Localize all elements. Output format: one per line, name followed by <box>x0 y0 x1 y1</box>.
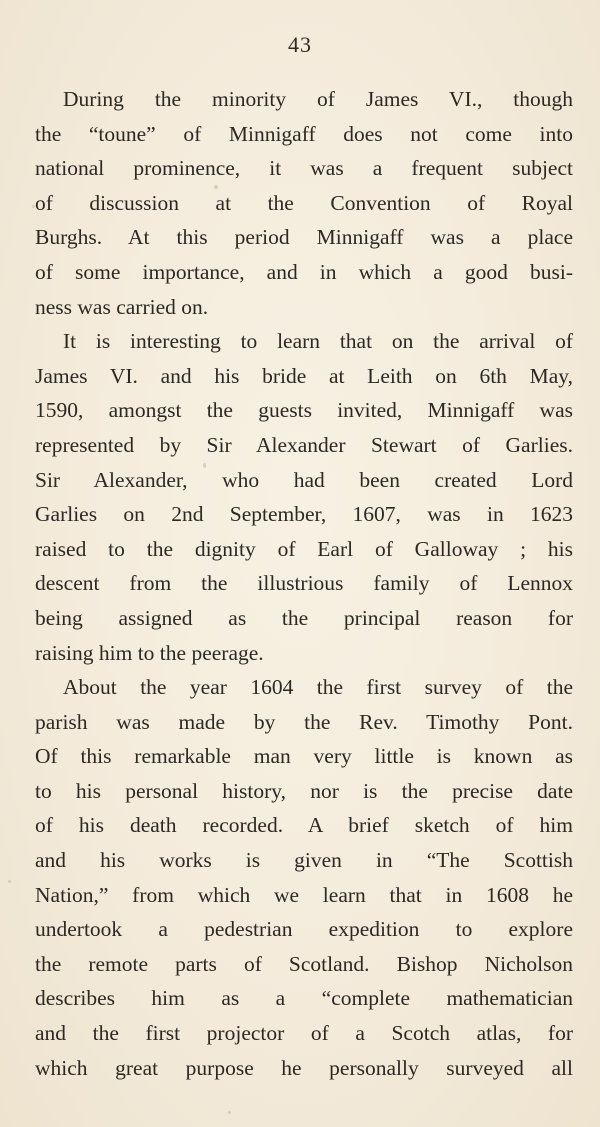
text-line: descent from the illustrious family of Lennox <box>35 571 573 596</box>
text-line: national prominence, it was a frequent subject <box>35 156 573 181</box>
text-line: It is interesting to learn that on the arrival of <box>63 329 573 354</box>
paper-speck <box>214 185 218 189</box>
text-line: Of this remarkable man very little is known as <box>35 744 573 769</box>
text-line: of his death recorded. A brief sketch of him <box>35 813 573 838</box>
text-line: raised to the dignity of Earl of Galloway ; his <box>35 536 573 561</box>
paper-speck <box>8 880 11 883</box>
text-line: which great purpose he personally surveyed all <box>35 1055 573 1080</box>
text-line: describes him as a “complete mathematician <box>35 986 573 1011</box>
text-line: of some importance, and in which a good busi- <box>35 259 573 284</box>
text-line: James VI. and his bride at Leith on 6th May, <box>35 363 573 388</box>
text-line: the remote parts of Scotland. Bishop Nicholson <box>35 951 573 976</box>
body-text <box>35 82 573 1085</box>
text-line: During the minority of James VI., though <box>63 87 573 111</box>
text-line: represented by Sir Alexander Stewart of Garlies. <box>35 432 573 457</box>
text-line: Nation,” from which we learn that in 1608 he <box>35 882 573 907</box>
page-number: 43 <box>288 32 312 57</box>
text-line: Sir Alexander, who had been created Lord <box>35 467 573 492</box>
text-line: 1590, amongst the guests invited, Minnigaff was <box>35 398 573 423</box>
text-line: undertook a pedestrian expedition to explore <box>35 917 573 942</box>
text-line: and the first projector of a Scotch atlas, for <box>35 1021 573 1046</box>
paper-speck <box>32 205 35 208</box>
text-line: ness was carried on. <box>35 294 209 319</box>
text-line: raising him to the peerage. <box>35 640 264 665</box>
paper-speck <box>228 1111 231 1114</box>
text-line: Garlies on 2nd September, 1607, was in 1623 <box>35 502 573 527</box>
text-line: of discussion at the Convention of Royal <box>35 190 573 215</box>
text-line: About the year 1604 the first survey of the <box>63 675 573 700</box>
text-line: parish was made by the Rev. Timothy Pont. <box>35 709 573 734</box>
paper-speck <box>203 463 206 468</box>
text-line: Burghs. At this period Minnigaff was a place <box>35 225 573 250</box>
text-line: and his works is given in “The Scottish <box>35 848 573 873</box>
text-line: the “toune” of Minnigaff does not come into <box>35 121 573 146</box>
text-line: being assigned as the principal reason for <box>35 605 573 630</box>
text-line: to his personal history, nor is the precise date <box>35 778 573 803</box>
